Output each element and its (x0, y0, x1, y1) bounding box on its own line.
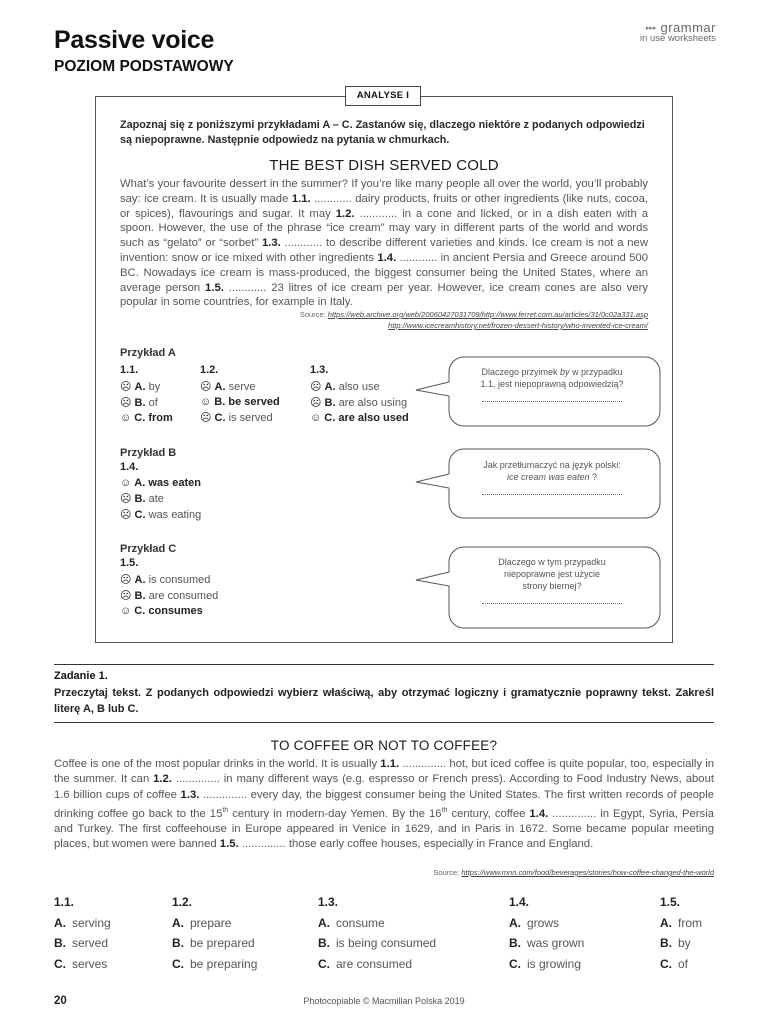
divider-bottom (54, 722, 714, 723)
answer-col-2 (172, 892, 257, 974)
bubble-b-text: Jak przetłumaczyć na język polski: ice cream was eaten ? (452, 459, 652, 495)
sad-face-icon: ☹ (310, 381, 322, 393)
copyright-notice: Photocopiable © Macmillan Polska 2019 (303, 996, 465, 1006)
bubble-c-text: Dlaczego w tym przypadku niepoprawne jest użycie strony biernej? (452, 556, 652, 604)
question-number: 1.3. (310, 364, 329, 376)
option-a: ☹ A. serve (200, 381, 256, 393)
sad-face-icon: ☹ (120, 574, 132, 586)
happy-face-icon: ☺ (120, 605, 132, 617)
answer-option-a[interactable]: A. from (660, 915, 702, 930)
option-b: ☺ B. be served (200, 396, 280, 408)
option-b: ☹ B. are consumed (120, 590, 219, 602)
source-link-2[interactable]: http://www.icecreamhistory.net/frozen-dessert-history/who-invented-ice-cream/ (388, 321, 648, 330)
example-c-label: Przykład C (120, 543, 177, 555)
example-a-label: Przykład A (120, 347, 176, 359)
source-link-1[interactable]: https://web.archive.org/web/20060427031709/http://www.ferret.com.au/articles/31/0c02a331.asp (327, 310, 648, 319)
source-line-1: Source: https://web.archive.org/web/20060427031709/http://www.ferret.com.au/articles/31/0c02a331.asp (299, 310, 648, 319)
answer-line[interactable] (482, 396, 622, 402)
answer-option-b[interactable]: B. was grown (509, 936, 585, 950)
question-number: 1.2. (200, 364, 219, 376)
answer-option-b[interactable]: B. is being consumed (318, 936, 437, 950)
option-c: ☺ C. are also used (310, 412, 409, 424)
reading-title: THE BEST DISH SERVED COLD (269, 157, 499, 174)
option-a: ☺ A. was eaten (120, 477, 201, 489)
coffee-source: Source: https://www.mnn.com/food/beverages/stories/how-coffee-changed-the-world (433, 868, 714, 877)
option-b: ☹ B. ate (120, 493, 164, 505)
sad-face-icon: ☹ (200, 381, 212, 393)
happy-face-icon: ☺ (200, 396, 212, 408)
sad-face-icon: ☹ (120, 397, 132, 409)
triangles-icon: ▸▸▸ (645, 25, 657, 32)
brand-tagline: in use worksheets (639, 33, 716, 44)
task-instruction: Przeczytaj tekst. Z podanych odpowiedzi wybierz właściwą, aby otrzymać logiczny i gramatycznie poprawny tekst. Zakreśl literę A, B lub C. (54, 687, 714, 715)
question-number: 1.1. (120, 364, 139, 376)
answer-option-a[interactable]: A. grows (509, 915, 560, 930)
question-number: 1.4. (120, 461, 139, 473)
brand-logo (640, 20, 716, 44)
answer-col-4 (509, 892, 584, 974)
option-b: ☹ B. of (120, 397, 158, 409)
answer-col-3 (318, 892, 436, 974)
answer-option-b[interactable]: B. be prepared (172, 936, 255, 950)
answer-line[interactable] (482, 489, 622, 495)
answer-option-a[interactable]: A. prepare (172, 915, 232, 930)
question-number: 1.5. (660, 895, 681, 909)
option-a: ☹ A. is consumed (120, 574, 211, 586)
example-c-group (120, 557, 218, 617)
coffee-text: Coffee is one of the most popular drinks in the world. It is usually 1.1. .............. hot, but iced coffee is quite popular, too, especially in the summer. It can 1.2. .............. in many different ways (e.g. espresso or French press). According to Food Industry News, about 1.6 billion cups of coffee 1.3. .............. every day, the biggest consumer being the United States. The first written records of people drinking coffee go back to the 15th century in modern-day Yemen. By the 16th century, coffee 1.4. .............. in Egypt, Syria, Persia and Turkey. The first coffeehouse in Europe appeared in Venice in 1629, and in Paris in 1672. Some became popular meeting places, but women were banned 1.5. .............. those early coffee houses, especially in France and England. (54, 758, 714, 851)
answer-option-c[interactable]: C. be preparing (172, 956, 258, 971)
analyse-instruction: Zapoznaj się z poniższymi przykładami A – C. Zastanów się, dlaczego niektóre z podanych odpowiedzi są niepoprawne. Następnie odpowiedz na pytania w chmurkach. (120, 119, 645, 146)
page-number: 20 (54, 995, 67, 1007)
option-c: ☹ C. was eating (120, 509, 202, 521)
question-number: 1.5. (120, 557, 139, 569)
option-a: ☹ A. by (120, 381, 161, 393)
reading-text: What’s your favourite dessert in the summer? If you’re like many people all over the world, you’ll probably say: ice cream. It is usually made 1.1. ............ dairy products, fruits or other ingredients (like nuts, cocoa, or spices), flavourings and sugar. It may 1.2. ............ in a cone and licked, or in a dish eaten with a spoon. However, the use of the phrase “ice cream” may vary in different parts of the world and words such as “gelato” or “sorbet” 1.3. ............ to describe different varieties and kinds. Ice cream is not a new invention: snow or ice mixed with other ingredients 1.4. ............ in ancient Persia and Greece around 500 BC. Nowadays ice cream is mass-produced, the biggest consumer being the United States, where an average person 1.5. ............ 23 litres of ice cream per year. However, ice cream cones are also very popular in some countries, for example in Italy. (120, 178, 649, 309)
example-a-group-2 (200, 364, 280, 424)
example-a-group-1 (120, 364, 173, 424)
answer-option-c[interactable]: C. is growing (509, 956, 582, 971)
sad-face-icon: ☹ (120, 509, 132, 521)
answer-col-5 (660, 892, 702, 974)
bubble-a-text: Dlaczego przyimek by w przypadku 1.1. jest niepoprawną odpowiedzią? (452, 366, 652, 402)
sad-face-icon: ☹ (120, 590, 132, 602)
answer-line[interactable] (482, 598, 622, 604)
question-number: 1.4. (509, 895, 530, 909)
task-title: Zadanie 1. (54, 670, 108, 682)
answer-option-a[interactable]: A. consume (318, 915, 385, 930)
example-b-label: Przykład B (120, 447, 177, 459)
coffee-source-link[interactable]: https://www.mnn.com/food/beverages/stories/how-coffee-changed-the-world (461, 868, 714, 877)
answer-option-c[interactable]: C. of (660, 956, 689, 971)
question-number: 1.3. (318, 895, 339, 909)
example-a-group-3 (310, 364, 409, 424)
sad-face-icon: ☹ (200, 412, 212, 424)
answer-option-c[interactable]: C. serves (54, 956, 108, 971)
coffee-text-title: TO COFFEE OR NOT TO COFFEE? (270, 738, 498, 753)
example-b-group (120, 461, 201, 521)
question-number: 1.2. (172, 895, 193, 909)
answer-option-c[interactable]: C. are consumed (318, 956, 413, 971)
page-title: Passive voice (54, 26, 215, 54)
option-a: ☹ A. also use (310, 381, 380, 393)
sad-face-icon: ☹ (120, 493, 132, 505)
brand-name: grammar (660, 20, 716, 35)
option-b: ☹ B. are also using (310, 397, 408, 409)
analyse-tag: ANALYSE I (345, 86, 421, 106)
happy-face-icon: ☺ (120, 412, 132, 424)
happy-face-icon: ☺ (120, 477, 132, 489)
page-subtitle: POZIOM PODSTAWOWY (54, 58, 234, 75)
answer-option-a[interactable]: A. serving (54, 915, 111, 930)
answer-option-b[interactable]: B. by (660, 936, 691, 950)
question-number: 1.1. (54, 895, 75, 909)
option-c: ☹ C. is served (200, 412, 273, 424)
answer-option-b[interactable]: B. served (54, 936, 109, 950)
sad-face-icon: ☹ (310, 397, 322, 409)
sad-face-icon: ☹ (120, 381, 132, 393)
source-line-2 (140, 321, 648, 332)
answer-col-1 (54, 892, 111, 974)
option-c: ☺ C. from (120, 412, 173, 424)
happy-face-icon: ☺ (310, 412, 322, 424)
option-c: ☺ C. consumes (120, 605, 203, 617)
divider-top (54, 664, 714, 665)
